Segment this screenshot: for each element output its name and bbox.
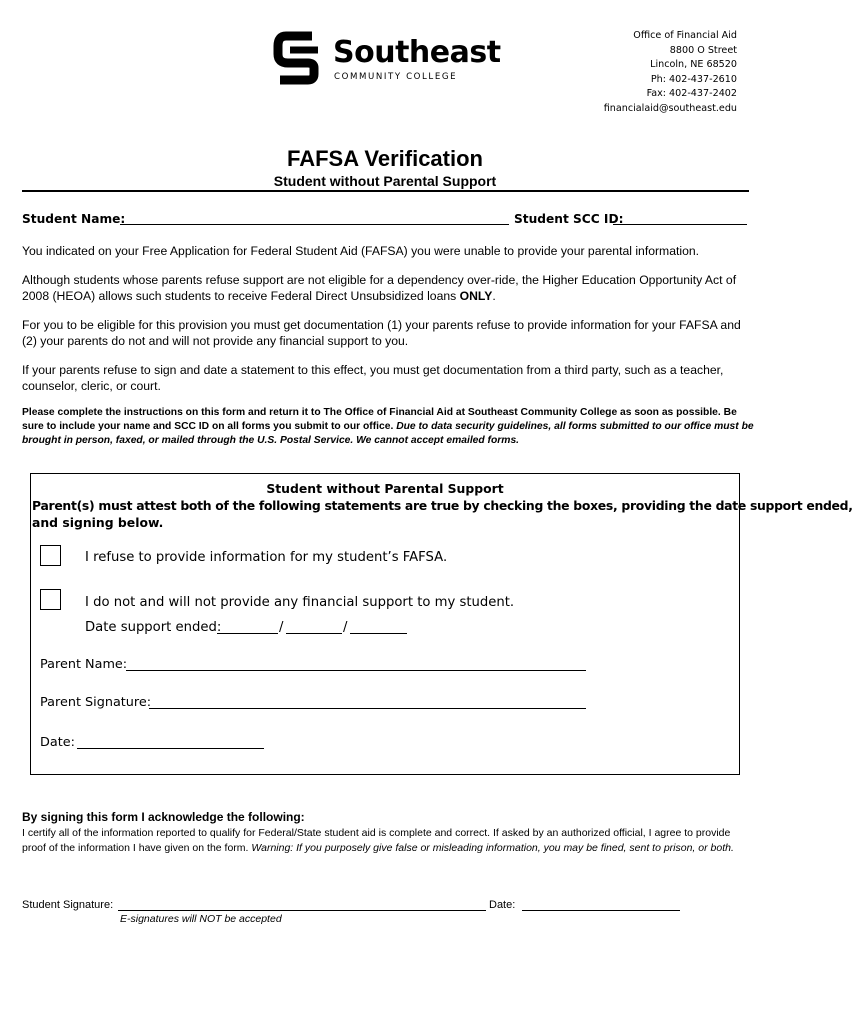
acknowledgement-text <box>22 826 754 855</box>
address-line: 8800 O Street <box>669 44 737 56</box>
office-address <box>604 29 737 116</box>
no-support-checkbox[interactable] <box>40 589 61 610</box>
instructions-paragraph <box>22 406 754 448</box>
acknowledgement-heading: By signing this form I acknowledge the following: <box>22 810 305 824</box>
statement-refuse-info: I refuse to provide information for my student’s FAFSA. <box>85 550 448 565</box>
logo-subtitle: COMMUNITY COLLEGE <box>334 72 458 82</box>
heoa-paragraph <box>22 272 750 304</box>
intro-paragraph: You indicated on your Free Application for Federal Student Aid (FAFSA) you were unable to provide your parental information. <box>22 244 700 258</box>
esignature-note: E-signatures will NOT be accepted <box>120 913 282 925</box>
logo-name: Southeast <box>333 35 501 70</box>
date-support-day-field[interactable] <box>286 633 342 634</box>
address-line: Office of Financial Aid <box>633 30 737 41</box>
student-id-field[interactable] <box>613 224 747 225</box>
heoa-text: Although students whose parents refuse support are not eligible for a dependency over-ride, the Higher Education Opportunity Act of 2008 (HEOA) allows such students to receive Federal Direct Unsubsidized loans <box>22 273 737 303</box>
title-divider <box>22 190 749 192</box>
student-id-label: Student SCC ID: <box>514 212 624 226</box>
student-signature-field[interactable] <box>118 910 486 911</box>
student-signature-label: Student Signature: <box>22 899 114 911</box>
heoa-end: . <box>492 289 496 303</box>
date-separator: / <box>343 620 348 635</box>
parent-date-field[interactable] <box>77 748 264 749</box>
parent-signature-label: Parent Signature: <box>40 695 152 710</box>
third-party-paragraph: If your parents refuse to sign and date a statement to this effect, you must get documentation from a third party, such as a teacher, counselor, cleric, or court. <box>22 363 724 393</box>
box-instruction-line1: Parent(s) must attest both of the following statements are true by checking the boxes, providing the date support ended, <box>32 498 853 513</box>
parent-date-label: Date: <box>40 735 75 750</box>
address-line: Lincoln, NE 68520 <box>650 59 737 70</box>
date-separator: / <box>279 620 284 635</box>
parent-signature-field[interactable] <box>149 708 586 709</box>
student-date-label: Date: <box>489 899 516 911</box>
form-title: FAFSA Verification <box>286 146 483 171</box>
date-support-year-field[interactable] <box>350 633 407 634</box>
email-line[interactable]: financialaid@southeast.edu <box>603 102 737 114</box>
fax-line: Fax: 402-437-2402 <box>646 88 737 99</box>
warning-text: Warning: If you purposely give false or misleading information, you may be fined, sent to prison, or both. <box>251 841 734 854</box>
instructions-text: Please complete the instructions on this form and return it to The Office of Financial Aid at Southeast Community College as soon as possible. Be sure to include your name and SCC ID on all forms you submit to our office. <box>22 407 737 432</box>
phone-line: Ph: 402-437-2610 <box>650 73 737 85</box>
date-support-ended-label: Date support ended: <box>85 620 222 635</box>
parent-name-label: Parent Name: <box>40 657 128 672</box>
parent-name-field[interactable] <box>126 670 586 671</box>
statement-no-support: I do not and will not provide any financial support to my student. <box>85 595 515 610</box>
heoa-only: ONLY <box>459 289 493 303</box>
student-name-label: Student Name: <box>22 212 126 226</box>
security-note: Due to data security guidelines, all forms submitted to our office must be brought in person, faxed, or mailed through the U.S. Postal Service. We cannot accept emailed forms. <box>22 421 754 446</box>
box-instruction-line2: and signing below. <box>32 515 164 530</box>
refuse-info-checkbox[interactable] <box>40 545 61 566</box>
form-subtitle: Student without Parental Support <box>273 173 497 189</box>
date-support-month-field[interactable] <box>217 633 278 634</box>
student-name-field[interactable] <box>120 224 509 225</box>
certification-text: I certify all of the information reported to qualify for Federal/State student aid is complete and correct. If asked by an authorized official, I agree to provide proof of the information I have given on the form. <box>22 827 731 854</box>
student-date-field[interactable] <box>522 910 680 911</box>
box-heading: Student without Parental Support <box>266 481 504 496</box>
eligibility-paragraph: For you to be eligible for this provision you must get documentation (1) your parents refuse to provide information for your FAFSA and (2) your parents do not and will not provide any financial support to you. <box>22 318 741 348</box>
